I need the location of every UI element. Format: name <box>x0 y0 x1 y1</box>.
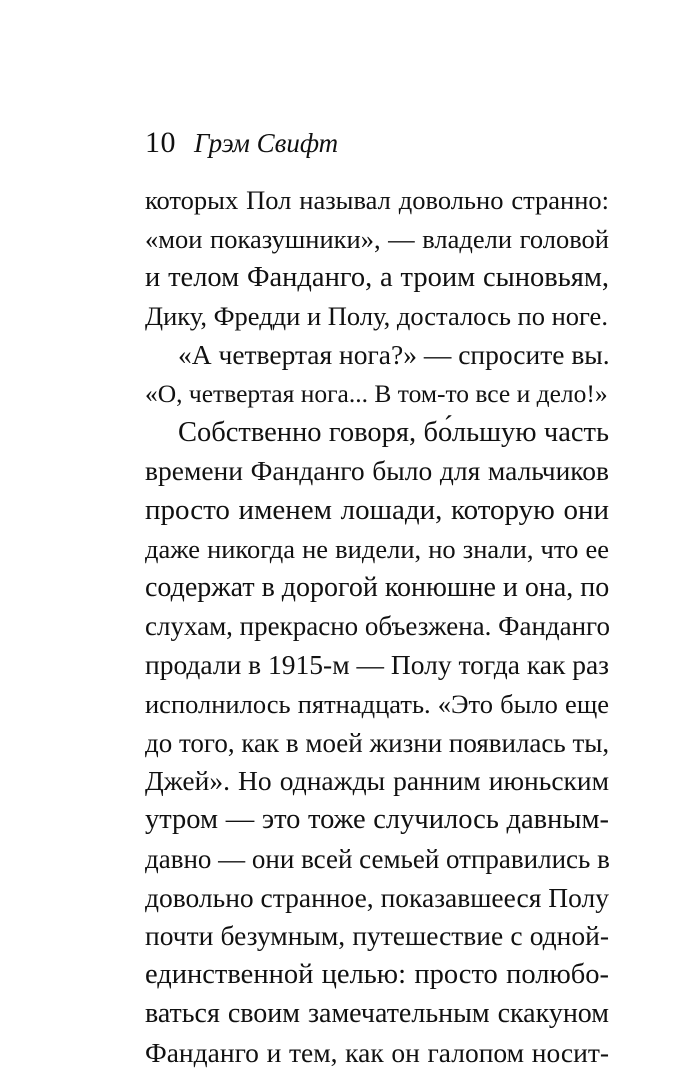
text-line: почти безумным, путешествие с одной- <box>145 920 609 952</box>
page-number: 10 <box>145 126 176 159</box>
text-line: «О, четвертая нога... В том-то все и дело!» <box>145 378 608 408</box>
text-line: Дику, Фредди и Полу, досталось по ноге. <box>145 301 608 332</box>
text-line: Джей». Но однажды ранним июньским <box>145 765 609 797</box>
text-line: которых Пол называл довольно странно: <box>145 185 609 215</box>
text-line: продали в 1915-м — Полу тогда как раз <box>145 649 610 680</box>
text-line: ваться своим замечательным скакуном <box>145 997 609 1029</box>
text-line: даже никогда не видели, но знали, что ее <box>145 533 609 564</box>
text-line: Собственно говоря, бо́льшую часть <box>178 416 609 448</box>
running-title-author: Грэм Свифт <box>194 128 339 158</box>
text-line: довольно странное, показавшееся Полу <box>145 881 609 913</box>
text-line: просто именем лошади, которую они <box>145 494 609 526</box>
text-line: и телом Фанданго, а троим сыновьям, <box>145 261 609 293</box>
text-line: слухам, прекрасно объезжена. Фанданго <box>145 611 610 642</box>
text-line: исполнилось пятнадцать. «Это было еще <box>145 688 609 719</box>
running-head <box>145 126 338 162</box>
text-line: давно — они всей семьей отправились в <box>145 843 610 874</box>
text-line: времени Фанданго было для мальчиков <box>145 455 609 487</box>
text-line: утром — это тоже случилось давным- <box>145 804 609 835</box>
text-line: Фанданго и тем, как он галопом носит- <box>145 1036 609 1068</box>
text-line: содержат в дорогой конюшне и она, по <box>145 571 610 603</box>
text-line: «А четвертая нога?» — спросите вы. <box>178 339 610 370</box>
text-line: до того, как в моей жизни появилась ты, <box>145 727 610 758</box>
text-line: «мои показушники», — владели головой <box>145 223 609 254</box>
body-text <box>145 181 609 1072</box>
text-line: единственной целью: просто полюбо- <box>145 959 609 990</box>
